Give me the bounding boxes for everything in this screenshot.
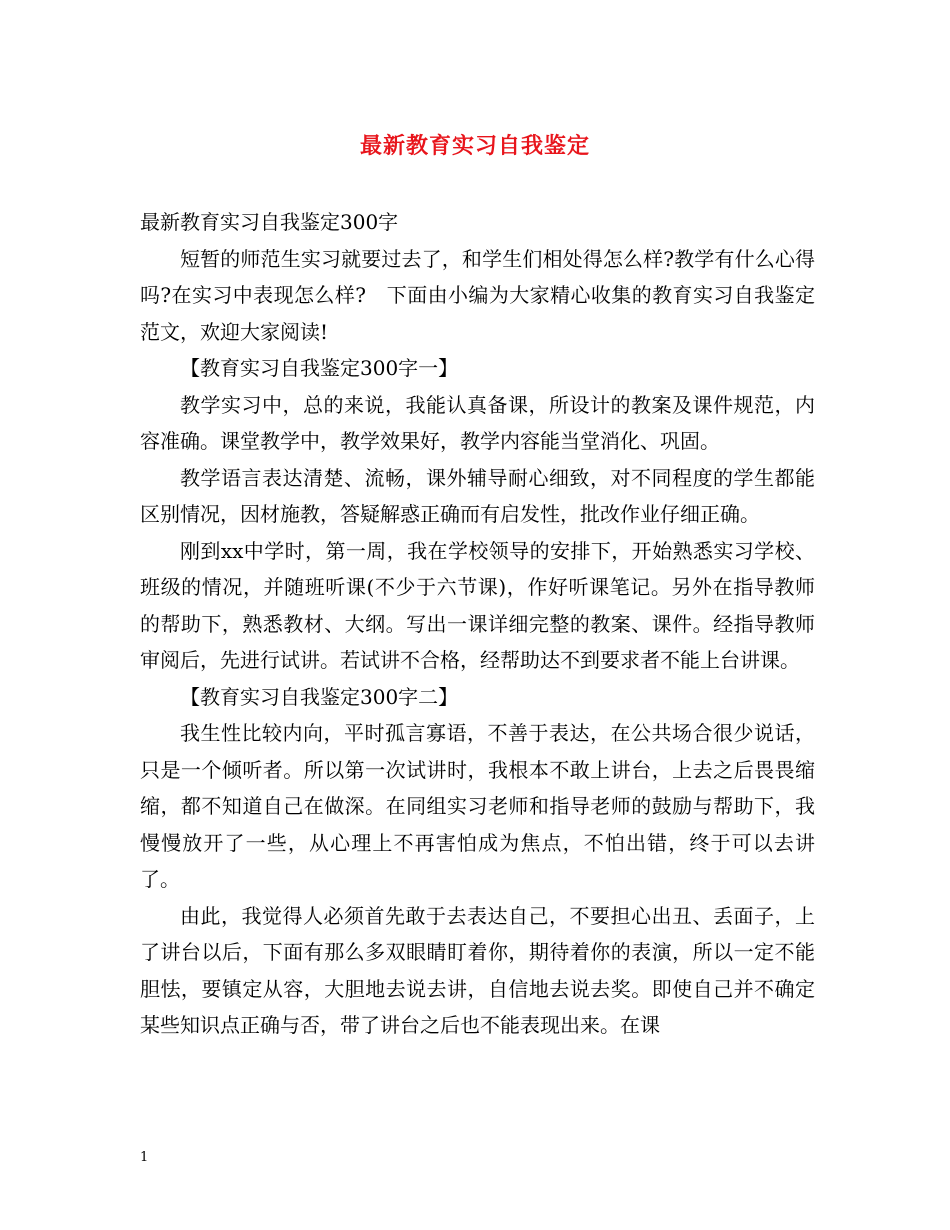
body-paragraph: 教学实习中，总的来说，我能认真备课，所设计的教案及课件规范，内容准确。课堂教学中，教学效果好，教学内容能当堂消化、巩固。 <box>140 392 815 453</box>
section-heading-one: 【教育实习自我鉴定300字一】 <box>180 356 459 380</box>
intro-paragraph: 短暂的师范生实习就要过去了，和学生们相处得怎么样?教学有什么心得吗?在实习中表现怎么样? 下面由小编为大家精心收集的教育实习自我鉴定范文，欢迎大家阅读! <box>140 246 815 344</box>
document-title: 最新教育实习自我鉴定 <box>359 133 590 159</box>
body-paragraph: 教学语言表达清楚、流畅，课外辅导耐心细致，对不同程度的学生都能区别情况，因材施教，答疑解惑正确而有启发性，批改作业仔细正确。 <box>140 465 815 526</box>
section-heading-two: 【教育实习自我鉴定300字二】 <box>180 684 459 709</box>
body-paragraph: 我生性比较内向，平时孤言寡语，不善于表达，在公共场合很少说话，只是一个倾听者。所以第一次试讲时，我根本不敢上讲台，上去之后畏畏缩缩，都不知道自己在做深。在同组实习老师和指导老师的鼓励与帮助下，我慢慢放开了一些，从心理上不再害怕成为焦点，不怕出错，终于可以去讲了。 <box>140 721 815 891</box>
body-paragraph: 由此，我觉得人必须首先敢于去表达自己，不要担心出丑、丢面子，上了讲台以后，下面有那么多双眼睛盯着你，期待着你的表演，所以一定不能胆怯，要镇定从容，大胆地去说去讲，自信地去说去奖。即使自己并不确定某些知识点正确与否，带了讲台之后也不能表现出来。在课 <box>140 903 815 1037</box>
body-paragraph: 刚到xx中学时，第一周，我在学校领导的安排下，开始熟悉实习学校、班级的情况，并随班听课(不少于六节课)，作好听课笔记。另外在指导教师的帮助下，熟悉教材、大纲。写出一课详细完整的教案、课件。经指导教师审阅后，先进行试讲。若试讲不合格，经帮助达不到要求者不能上台讲课。 <box>140 538 815 672</box>
document-body <box>140 204 815 1044</box>
subtitle-paragraph: 最新教育实习自我鉴定300字 <box>140 210 399 234</box>
page-number: 1 <box>140 1150 149 1165</box>
